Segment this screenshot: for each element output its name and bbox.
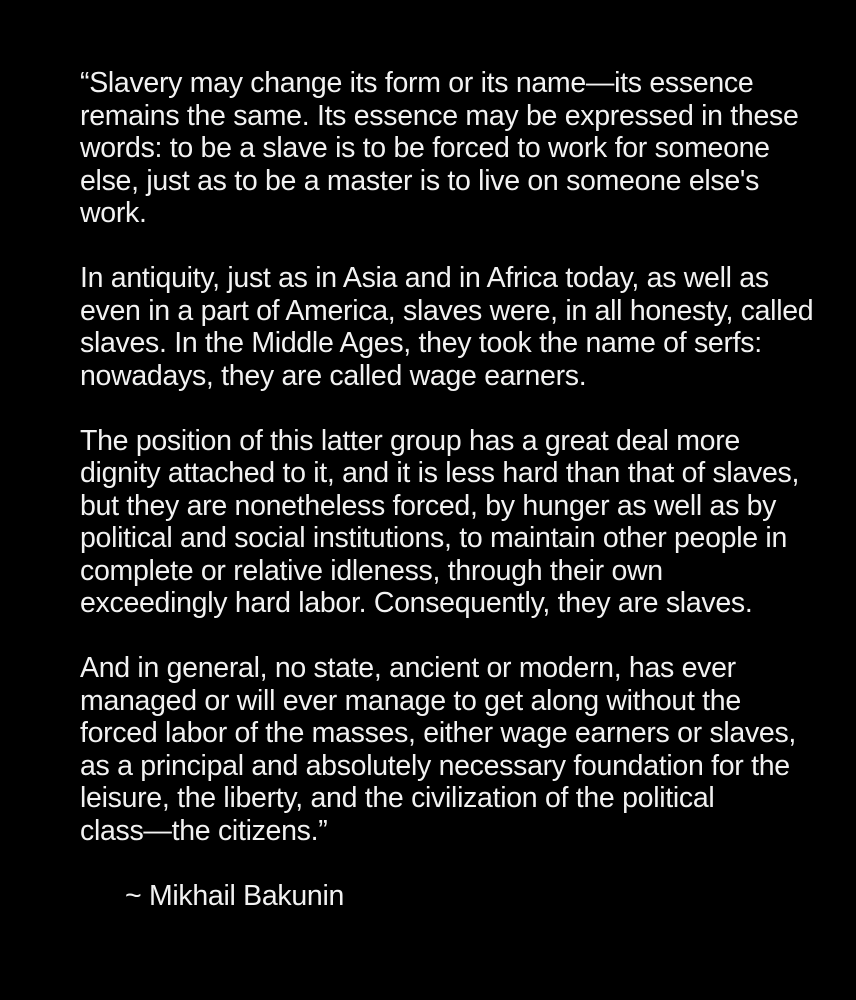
quote-line: remains the same. Its essence may be expressed in these — [80, 99, 799, 132]
quote-line: words: to be a slave is to be forced to work for someone — [80, 132, 770, 164]
quote-line: leisure, the liberty, and the civilization of the political — [80, 782, 715, 814]
quote-line: slaves. In the Middle Ages, they took the name of serfs: — [80, 327, 762, 359]
quote-line: dignity attached to it, and it is less hard than that of slaves, — [80, 457, 800, 489]
quote-line: complete or relative idleness, through their own — [80, 554, 663, 587]
quote-line: In antiquity, just as in Asia and in Africa today, as well as — [80, 262, 769, 294]
quote-line: forced labor of the masses, either wage earners or slaves, — [80, 717, 797, 749]
quote-line: even in a part of America, slaves were, in all honesty, called — [80, 294, 814, 327]
quote-paragraph — [80, 67, 856, 230]
quote-line: “Slavery may change its form or its name—its essence — [80, 67, 754, 99]
quote-line: as a principal and absolutely necessary foundation for the — [80, 749, 790, 782]
quote-line: political and social institutions, to maintain other people in — [80, 522, 787, 554]
quote-paragraph — [80, 652, 856, 847]
quote-line: but they are nonetheless forced, by hunger as well as by — [80, 489, 777, 522]
quote-attribution: ~ Mikhail Bakunin — [125, 879, 345, 912]
quote-line: The position of this latter group has a great deal more — [80, 424, 740, 457]
quote-paragraph — [80, 262, 856, 392]
quote-text — [80, 67, 856, 847]
quote-line: And in general, no state, ancient or modern, has ever — [80, 652, 736, 684]
quote-line: managed or will ever manage to get along without the — [80, 684, 741, 717]
quote-paragraph — [80, 425, 856, 620]
quote-line: exceedingly hard labor. Consequently, they are slaves. — [80, 587, 753, 619]
quote-line: class—the citizens.” — [80, 814, 328, 847]
quote-line: nowadays, they are called wage earners. — [80, 359, 587, 392]
quote-line: work. — [80, 197, 147, 229]
quote-line: else, just as to be a master is to live on someone else's — [80, 164, 760, 197]
